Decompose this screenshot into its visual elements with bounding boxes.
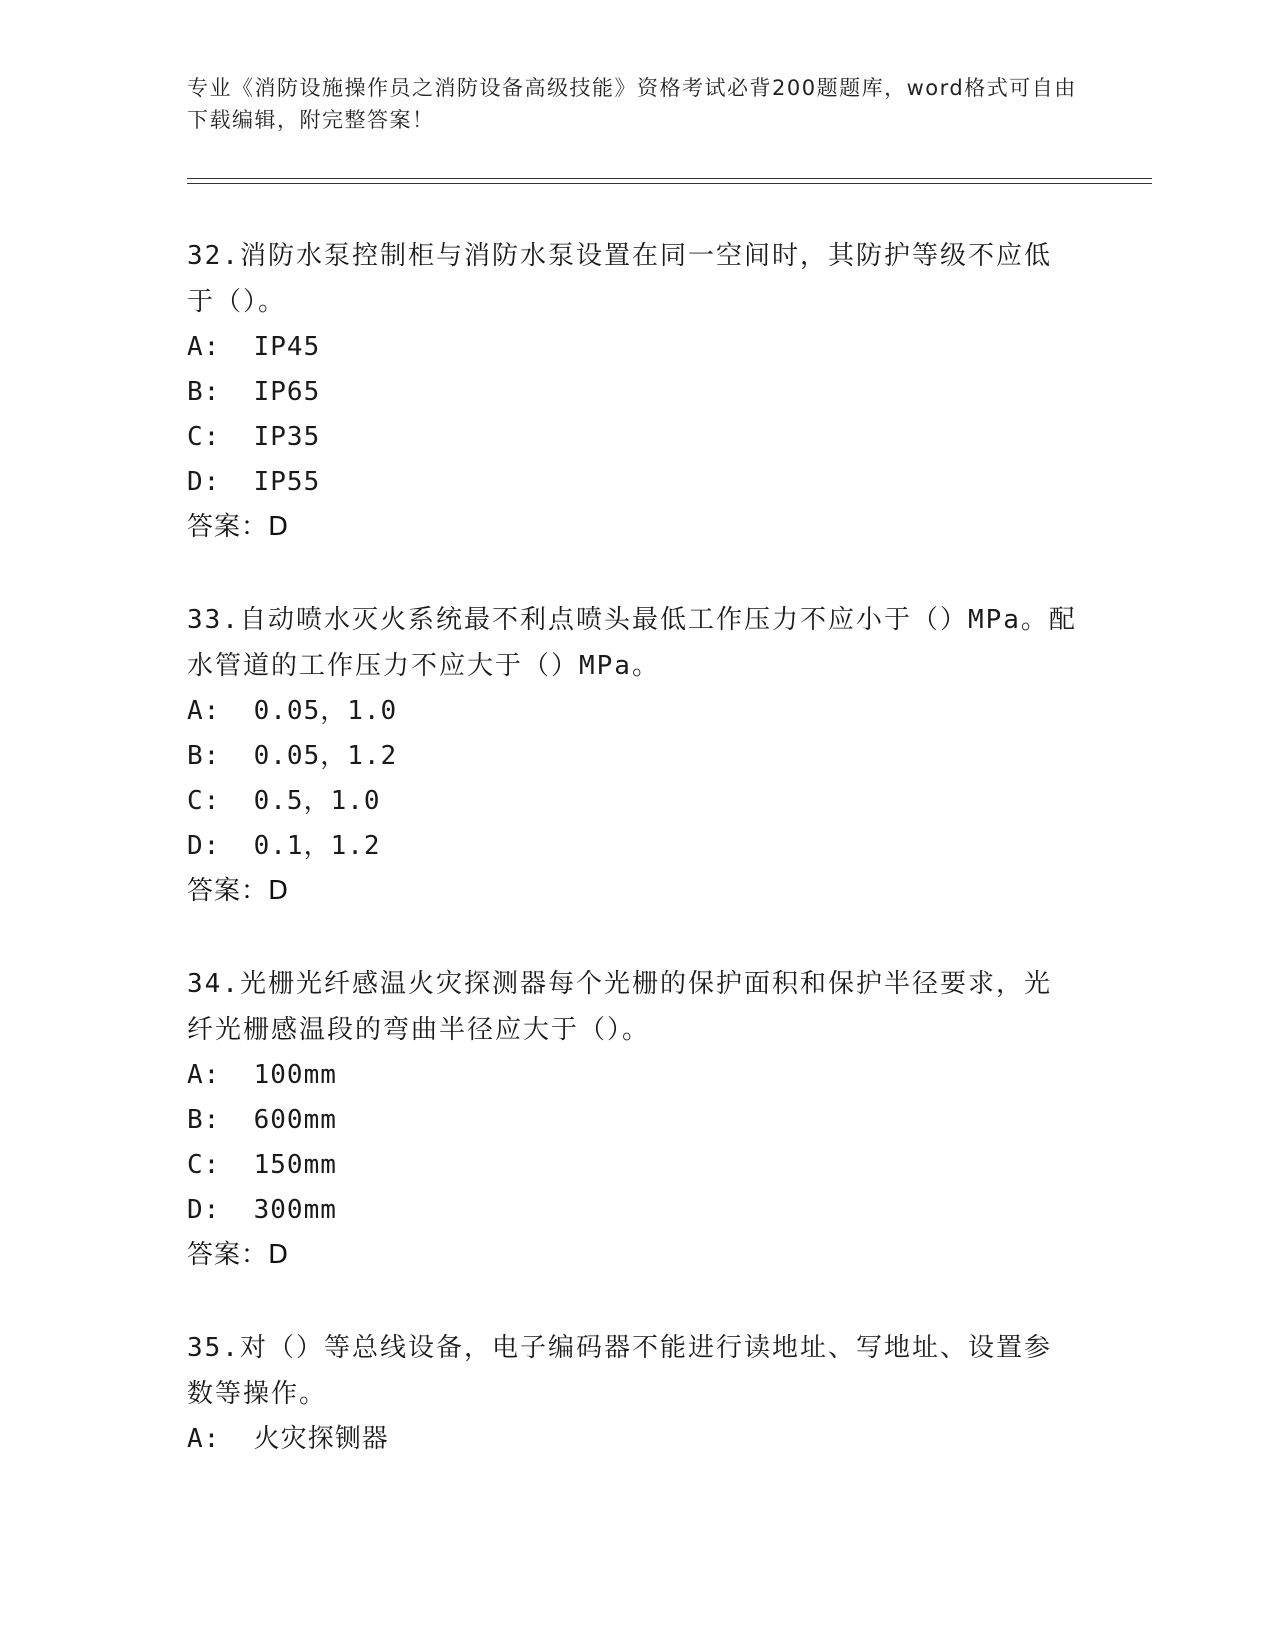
- header-divider-top: [187, 178, 1152, 179]
- option-c: C: 0.5，1.0: [187, 786, 381, 816]
- option-d: D: IP55: [187, 467, 321, 497]
- question-35: [187, 1325, 1077, 1462]
- question-33: [187, 597, 1077, 914]
- question-stem: 34.光栅光纤感温火灾探测器每个光栅的保护面积和保护半径要求，光纤光栅感温段的弯曲半径应大于（）。: [187, 969, 1052, 1045]
- question-stem: 35.对（）等总线设备，电子编码器不能进行读地址、写地址、设置参数等操作。: [187, 1333, 1052, 1409]
- option-b: B: 0.05，1.2: [187, 741, 398, 771]
- option-a: A: 100mm: [187, 1060, 337, 1090]
- header-divider-bottom: [187, 183, 1152, 184]
- question-34: [187, 961, 1077, 1278]
- option-a: A: 火灾探铡器: [187, 1424, 389, 1454]
- question-stem: 32.消防水泵控制柜与消防水泵设置在同一空间时，其防护等级不应低于（）。: [187, 241, 1052, 317]
- option-b: B: 600mm: [187, 1105, 337, 1135]
- option-b: B: IP65: [187, 377, 321, 407]
- question-32: [187, 233, 1077, 550]
- question-stem: 33.自动喷水灭火系统最不利点喷头最低工作压力不应小于（）MPa。配水管道的工作压力不应大于（）MPa。: [187, 605, 1077, 681]
- option-d: D: 0.1，1.2: [187, 831, 381, 861]
- answer-line: 答案：D: [187, 1240, 290, 1270]
- option-c: C: IP35: [187, 422, 321, 452]
- option-c: C: 150mm: [187, 1150, 337, 1180]
- option-d: D: 300mm: [187, 1195, 337, 1225]
- option-a: A: IP45: [187, 332, 321, 362]
- option-a: A: 0.05，1.0: [187, 696, 398, 726]
- document-header: 专业《消防设施操作员之消防设备高级技能》资格考试必背200题题库，word格式可自由下载编辑，附完整答案！: [187, 76, 1077, 132]
- answer-line: 答案：D: [187, 512, 290, 542]
- answer-line: 答案：D: [187, 876, 290, 906]
